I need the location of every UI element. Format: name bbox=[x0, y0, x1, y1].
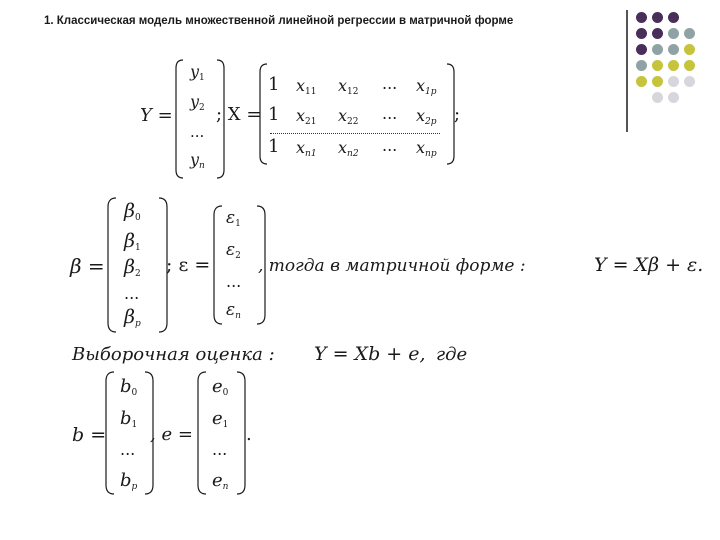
epsilon-label: ; ε = bbox=[166, 254, 211, 276]
x-row1-dots: ... bbox=[382, 74, 398, 93]
decor-dot bbox=[668, 44, 679, 55]
y2: y2 bbox=[190, 92, 205, 113]
decor-dot bbox=[652, 28, 663, 39]
x-right-paren bbox=[446, 64, 454, 164]
decor-dot bbox=[652, 92, 663, 103]
e-n: $e_n$ bbox=[212, 470, 229, 492]
x2p: $x_{2p}$ bbox=[416, 106, 437, 127]
y-left-paren bbox=[176, 60, 184, 178]
x-row2-dots: ... bbox=[382, 104, 398, 123]
x-left-paren bbox=[260, 64, 268, 164]
divider-line bbox=[626, 10, 628, 132]
epsilon1: ε1 bbox=[226, 208, 241, 229]
beta-left-paren bbox=[108, 198, 117, 332]
beta1: β1 bbox=[124, 230, 141, 253]
beta0: β0 bbox=[124, 200, 141, 223]
x-label: ; X = bbox=[216, 104, 262, 125]
e-left-paren bbox=[198, 372, 207, 494]
x22: x22 bbox=[338, 106, 359, 127]
decor-dot bbox=[636, 60, 647, 71]
xn2: $x_{n2}$ bbox=[338, 138, 359, 159]
decor-dot bbox=[668, 92, 679, 103]
x1p: $x_{1p}$ bbox=[416, 76, 437, 97]
model-formula: Y = Xβ + ε. bbox=[594, 254, 704, 276]
x11: x11 bbox=[296, 76, 317, 97]
x-dotted-row bbox=[270, 133, 440, 134]
decor-dot bbox=[636, 12, 647, 23]
slide-title: 1. Классическая модель множественной линейной регрессии в матричной форме bbox=[44, 15, 514, 27]
y1: y1 bbox=[190, 62, 205, 83]
decor-dot bbox=[684, 44, 695, 55]
decor-dot bbox=[636, 28, 647, 39]
epsilon-left-paren bbox=[214, 206, 223, 324]
decor-dot bbox=[668, 76, 679, 87]
epsilon2: ε2 bbox=[226, 240, 241, 261]
decor-dot bbox=[636, 44, 647, 55]
xnp: $x_{np}$ bbox=[416, 138, 437, 159]
e-label: , e = bbox=[150, 424, 193, 445]
e0: e0 bbox=[212, 376, 229, 398]
epsilon-n: $\varepsilon_n$ bbox=[226, 300, 241, 321]
beta-label: β = bbox=[70, 254, 105, 278]
decor-dot bbox=[684, 60, 695, 71]
decor-dot bbox=[668, 60, 679, 71]
b1: b1 bbox=[120, 408, 138, 430]
e1: e1 bbox=[212, 408, 229, 430]
x21: x21 bbox=[296, 106, 317, 127]
b0: b0 bbox=[120, 376, 138, 398]
decor-dot bbox=[668, 28, 679, 39]
decor-dot bbox=[684, 28, 695, 39]
decor-dot bbox=[684, 76, 695, 87]
b-left-paren bbox=[106, 372, 115, 494]
b-label: b = bbox=[72, 424, 107, 446]
e-dots: ... bbox=[212, 440, 228, 459]
matrix-form-text: , тогда в матричной форме : bbox=[258, 256, 526, 276]
b-p: $b_p$ bbox=[120, 470, 138, 492]
b-dots: ... bbox=[120, 440, 136, 459]
beta-dots: ... bbox=[124, 284, 140, 303]
eq1-semicolon: ; bbox=[454, 104, 461, 125]
epsilon-dots: ... bbox=[226, 272, 242, 291]
decor-dot bbox=[652, 76, 663, 87]
sample-formula: Y = Xb + e, bbox=[314, 343, 426, 365]
x12: x12 bbox=[338, 76, 359, 97]
e-right-paren bbox=[236, 372, 245, 494]
sample-estimate-text: Выборочная оценка : bbox=[72, 344, 275, 365]
xn1: $x_{n1}$ bbox=[296, 138, 317, 159]
y-dots: ... bbox=[190, 123, 205, 141]
decor-dot bbox=[652, 12, 663, 23]
decor-dot bbox=[668, 12, 679, 23]
x-row3-c1: 1 bbox=[268, 136, 280, 157]
y-label: Y = bbox=[140, 105, 173, 126]
beta-p: $\beta_p$ bbox=[124, 306, 141, 329]
where-text: где bbox=[436, 344, 468, 365]
eq4-period: . bbox=[246, 424, 252, 445]
x-row2-c1: 1 bbox=[268, 104, 280, 125]
yn: $y_n$ bbox=[190, 150, 205, 171]
beta2: β2 bbox=[124, 256, 141, 279]
decor-dot bbox=[652, 60, 663, 71]
decor-dot bbox=[652, 44, 663, 55]
decor-dot bbox=[636, 76, 647, 87]
x-row3-dots: ... bbox=[382, 136, 398, 155]
x-row1-c1: 1 bbox=[268, 74, 280, 95]
